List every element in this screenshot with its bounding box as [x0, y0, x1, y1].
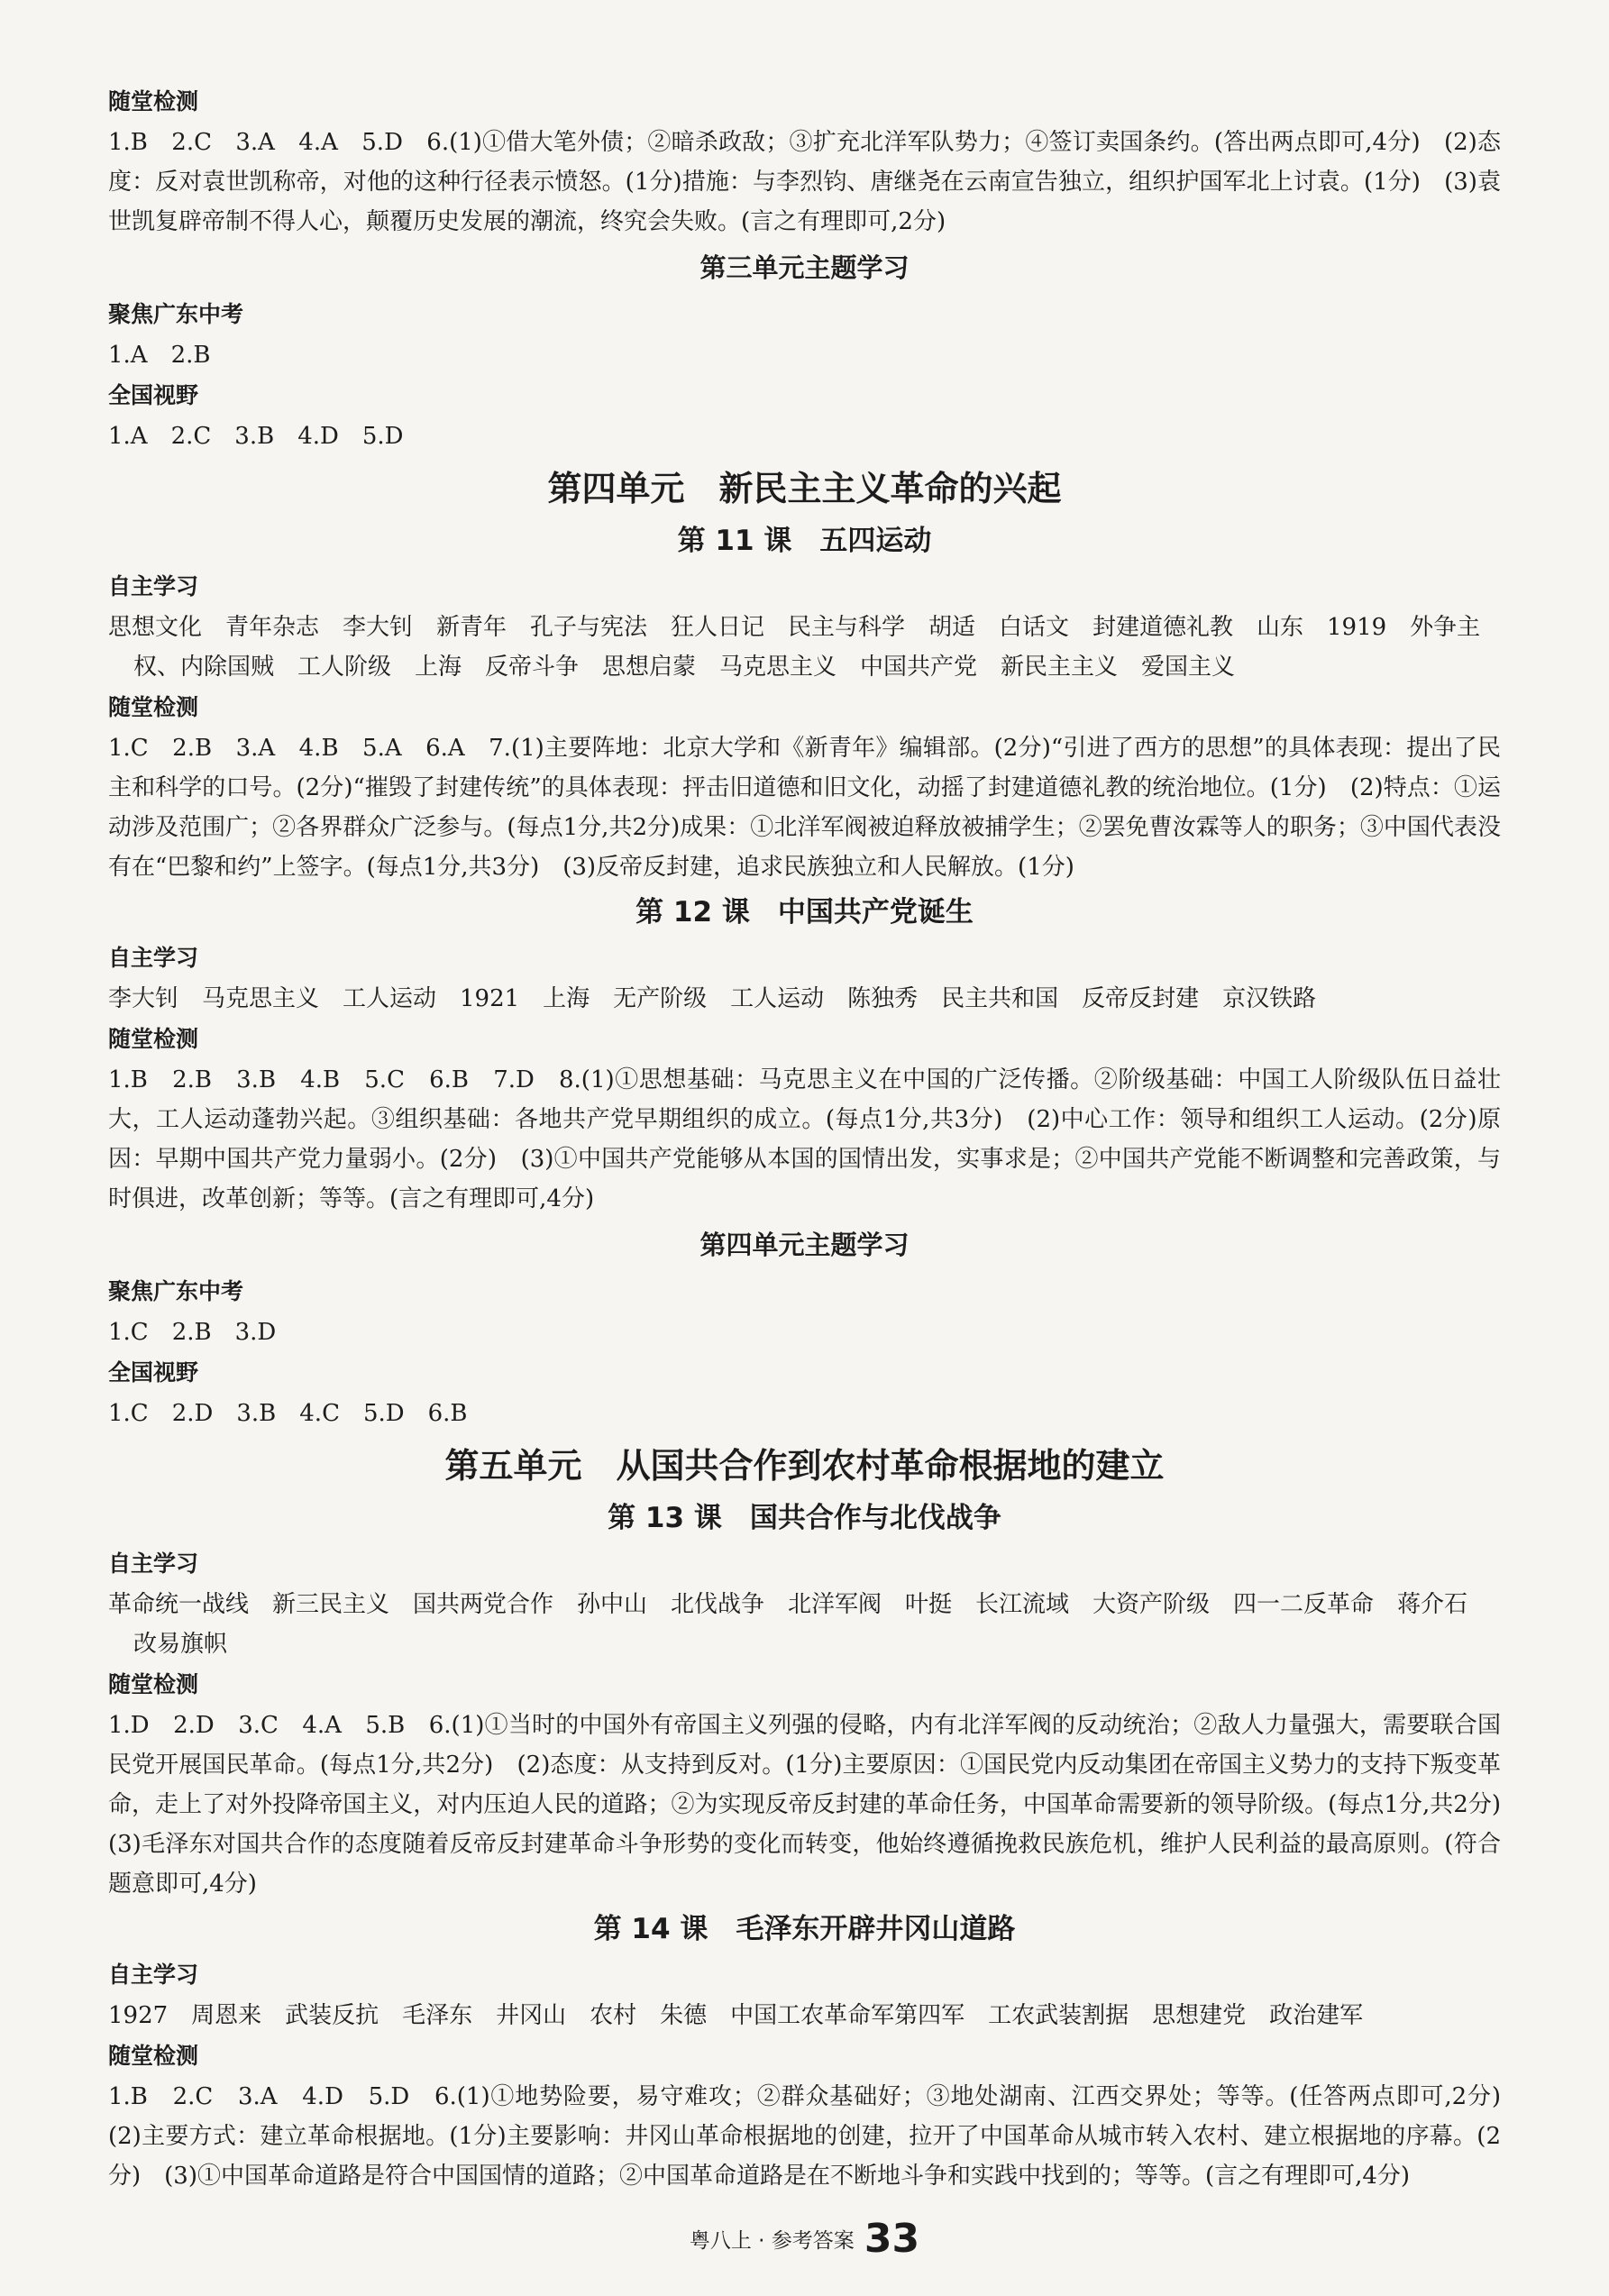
section-label-check: 随堂检测 — [108, 88, 199, 114]
section-label-national: 全国视野 — [108, 1359, 199, 1386]
check-answers-paragraph: 1.D 2.D 3.C 4.A 5.B 6.(1)①当时的中国外有帝国主义列强的侵略，内有北洋军阀的反动统治；②敌人力量强大，需要联合国民党开展国民革命。(每点1分,共2分) (2)态度：从支持到反对。(1分)主要原因：①国民党内反动集团在帝国主义势力的支持下叛变革命，走上了对外投降帝国主义，对内压迫人民的道路；②为实现反帝反封建的革命任务，中国革命需要新的领导阶级。(每点1分,共2分) (3)毛泽东对国共合作的态度随着反帝反封建革命斗争形势的变化而转变，他始终遵循挽救民族危机，维护人民利益的最高原则。(符合题意即可,4分) — [108, 1712, 1525, 1898]
page-footer — [0, 2216, 1609, 2262]
unit4-title: 第四单元 新民主主义革命的兴起 — [547, 469, 1062, 508]
self-study-terms: 革命统一战线 新三民主义 国共两党合作 孙中山 北伐战争 北洋军阀 叶挺 长江流域 大资产阶级 四一二反革命 蒋介石 改易旗帜 — [108, 1591, 1492, 1658]
section-label-national: 全国视野 — [108, 382, 199, 408]
self-study-terms: 思想文化 青年杂志 李大钊 新青年 孔子与宪法 狂人日记 民主与科学 胡适 白话文 封建道德礼教 山东 1919 外争主权、内除国贼 工人阶级 上海 反帝斗争 思想启蒙 马克思主义 中国共产党 新民主主义 爱国主义 — [108, 614, 1481, 681]
unit3-theme-title: 第三单元主题学习 — [699, 252, 910, 283]
check-answers-paragraph: 1.B 2.C 3.A 4.A 5.D 6.(1)①借大笔外债；②暗杀政敌；③扩充北洋军队势力；④签订卖国条约。(答出两点即可,4分) (2)态度：反对袁世凯称帝，对他的这种行径表示愤怒。(1分)措施：与李烈钧、唐继尧在云南宣告独立，组织护国军北上讨袁。(1分) (3)袁世凯复辟帝制不得人心，颠覆历史发展的潮流，终究会失败。(言之有理即可,2分) — [108, 129, 1501, 235]
section-label-self-study: 自主学习 — [108, 945, 199, 971]
check-answers-paragraph: 1.B 2.B 3.B 4.B 5.C 6.B 7.D 8.(1)①思想基础：马克思主义在中国的广泛传播。②阶级基础：中国工人阶级队伍日益壮大，工人运动蓬勃兴起。③组织基础：各地共产党早期组织的成立。(每点1分,共3分) (2)中心工作：领导和组织工人运动。(2分)原因：早期中国共产党力量弱小。(2分) (3)①中国共产党能够从本国的国情出发，实事求是；②中国共产党能不断调整和完善政策，与时俱进，改革创新；等等。(言之有理即可,4分) — [108, 1066, 1501, 1212]
section-label-check: 随堂检测 — [108, 1671, 199, 1697]
section-label-check: 随堂检测 — [108, 2043, 199, 2069]
self-study-terms: 1927 周恩来 武装反抗 毛泽东 井冈山 农村 朱德 中国工农革命军第四军 工农武装割据 思想建党 政治建军 — [108, 2002, 1364, 2029]
national-answers: 1.C 2.D 3.B 4.C 5.D 6.B — [108, 1400, 468, 1427]
lesson13-title: 第 13 课 国共合作与北伐战争 — [608, 1502, 1001, 1534]
page-number: 33 — [864, 2216, 920, 2262]
section-label-check: 随堂检测 — [108, 1026, 199, 1052]
section-label-check: 随堂检测 — [108, 694, 199, 720]
self-study-terms: 李大钊 马克思主义 工人运动 1921 上海 无产阶级 工人运动 陈独秀 民主共和国 反帝反封建 京汉铁路 — [108, 985, 1317, 1012]
section-label-self-study: 自主学习 — [108, 573, 199, 599]
national-answers: 1.A 2.C 3.B 4.D 5.D — [108, 423, 404, 450]
guangdong-answers: 1.A 2.B — [108, 342, 211, 369]
unit5-section — [108, 1439, 1525, 2196]
section-label-guangdong: 聚焦广东中考 — [108, 301, 244, 327]
lesson12-title: 第 12 课 中国共产党诞生 — [635, 896, 974, 928]
unit5-title: 第五单元 从国共合作到农村革命根据地的建立 — [444, 1446, 1165, 1486]
lesson14-title: 第 14 课 毛泽东开辟井冈山道路 — [593, 1913, 1016, 1945]
section-label-guangdong: 聚焦广东中考 — [108, 1278, 244, 1304]
check-answers-paragraph: 1.B 2.C 3.A 4.D 5.D 6.(1)①地势险要，易守难攻；②群众基础好；③地处湖南、江西交界处；等等。(任答两点即可,2分) (2)主要方式：建立革命根据地。(1分)主要影响：井冈山革命根据地的创建，拉开了中国革命从城市转入农村、建立根据地的序幕。(2分) (3)①中国革命道路是符合中国国情的道路；②中国革命道路是在不断地斗争和实践中找到的；等等。(言之有理即可,4分) — [108, 2083, 1525, 2190]
lesson11-title: 第 11 课 五四运动 — [677, 525, 932, 557]
section-label-self-study: 自主学习 — [108, 1550, 199, 1577]
section-label-self-study: 自主学习 — [108, 1962, 199, 1988]
unit4-theme-title: 第四单元主题学习 — [699, 1230, 910, 1260]
footer-text: 粤八上 · 参考答案 — [689, 2229, 855, 2253]
check-answers-paragraph: 1.C 2.B 3.A 4.B 5.A 6.A 7.(1)主要阵地：北京大学和《新青年》编辑部。(2分)“引进了西方的思想”的具体表现：提出了民主和科学的口号。(2分)“摧毁了封建传统”的具体表现：抨击旧道德和旧文化，动摇了封建道德礼教的统治地位。(1分) (2)特点：①运动涉及范围广；②各界群众广泛参与。(每点1分,共2分)成果：①北洋军阀被迫释放被捕学生；②罢免曹汝霖等人的职务；③中国代表没有在“巴黎和约”上签字。(每点1分,共3分) (3)反帝反封建，追求民族独立和人民解放。(1分) — [108, 735, 1501, 881]
unit4-section — [108, 462, 1501, 1433]
unit3-tail-section — [108, 81, 1501, 456]
guangdong-answers: 1.C 2.B 3.D — [108, 1319, 277, 1346]
